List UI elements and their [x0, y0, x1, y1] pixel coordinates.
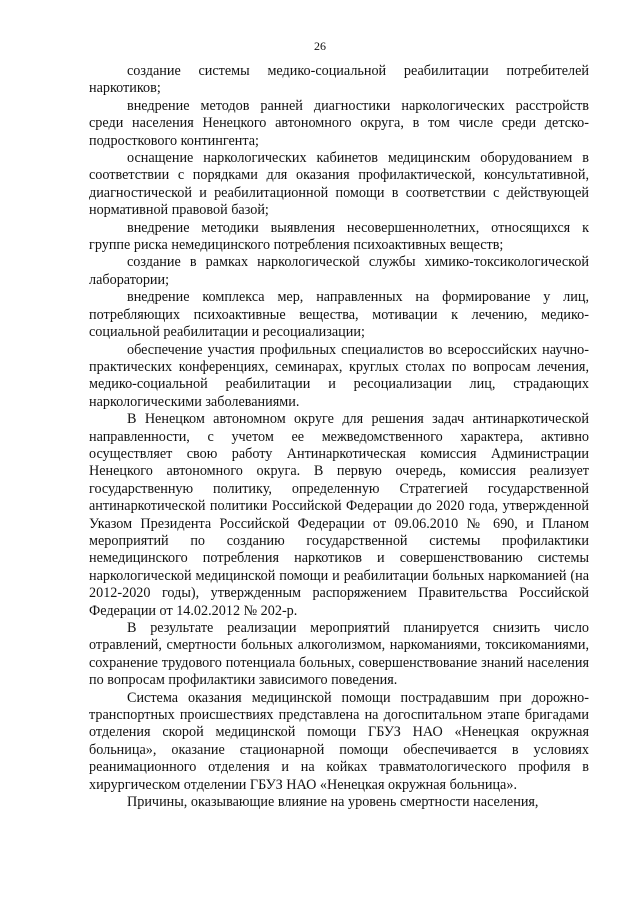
paragraph: внедрение комплекса мер, направленных на формирование у лиц, потребляющих психоактивные вещества, мотивации к лечению, медико-социальной реабилитации и ресоциализации;: [89, 289, 589, 341]
paragraph: Причины, оказывающие влияние на уровень смертности населения,: [127, 794, 539, 811]
paragraph: внедрение методики выявления несовершеннолетних, относящихся к группе риска немедицинского потребления психоактивных веществ;: [89, 219, 589, 254]
paragraph: В результате реализации мероприятий планируется снизить число отравлений, смертности больных алкоголизмом, наркоманиями, токсикоманиями, сохранение трудового потенциала больных, совершенствование знаний населения по вопросам профилактики зависимого поведения.: [89, 620, 589, 689]
paragraph: внедрение методов ранней диагностики наркологических расстройств среди населения Ненецкого автономного округа, в том числе среди детско-подросткового контингента;: [89, 97, 589, 149]
paragraph: обеспечение участия профильных специалистов во всероссийских научно-практических конференциях, семинарах, круглых столах по вопросам лечения, медико-социальной реабилитации и ресоциализации лиц, страдающих наркологическими заболеваниями.: [89, 341, 589, 410]
paragraph: оснащение наркологических кабинетов медицинским оборудованием в соответствии с порядками для оказания профилактической, консультативной, диагностической и реабилитационной помощи в соответствии с действующей нормативной правовой базой;: [89, 150, 589, 219]
paragraph: В Ненецком автономном округе для решения задач антинаркотической направленности, с учетом ее межведомственного характера, активно осуществляет свою работу Антинаркотическая комиссия Администрации Ненецкого автономного округа. В первую очередь, комиссия реализует государственную политику, определенную Стратегией государственной антинаркотической политики Российской Федерации до 2020 года, утвержденной Указом Президента Российской Федерации от 09.06.2010 № 690, и Планом мероприятий по созданию государственной системы профилактики немедицинского потребления наркотиков и совершенствованию системы наркологической медицинской помощи и реабилитации больных наркоманией (на 2012-2020 годы), утвержденным распоряжением Правительства Российской Федерации от 14.02.2012 № 202-р.: [89, 411, 589, 619]
paragraph: создание системы медико-социальной реабилитации потребителей наркотиков;: [89, 63, 589, 97]
page-number: 26: [314, 39, 326, 53]
paragraph: создание в рамках наркологической службы химико-токсикологической лаборатории;: [89, 254, 589, 288]
body-text: [89, 63, 589, 811]
paragraph: Система оказания медицинской помощи пострадавшим при дорожно-транспортных происшествиях представлена на догоспитальном этапе бригадами отделения скорой медицинской помощи ГБУЗ НАО «Ненецкая окружная больница», оказание стационарной помощи обеспечивается в условиях реанимационного отделения и на койках травматологического профиля в хирургическом отделении ГБУЗ НАО «Ненецкая окружная больница».: [89, 689, 589, 793]
